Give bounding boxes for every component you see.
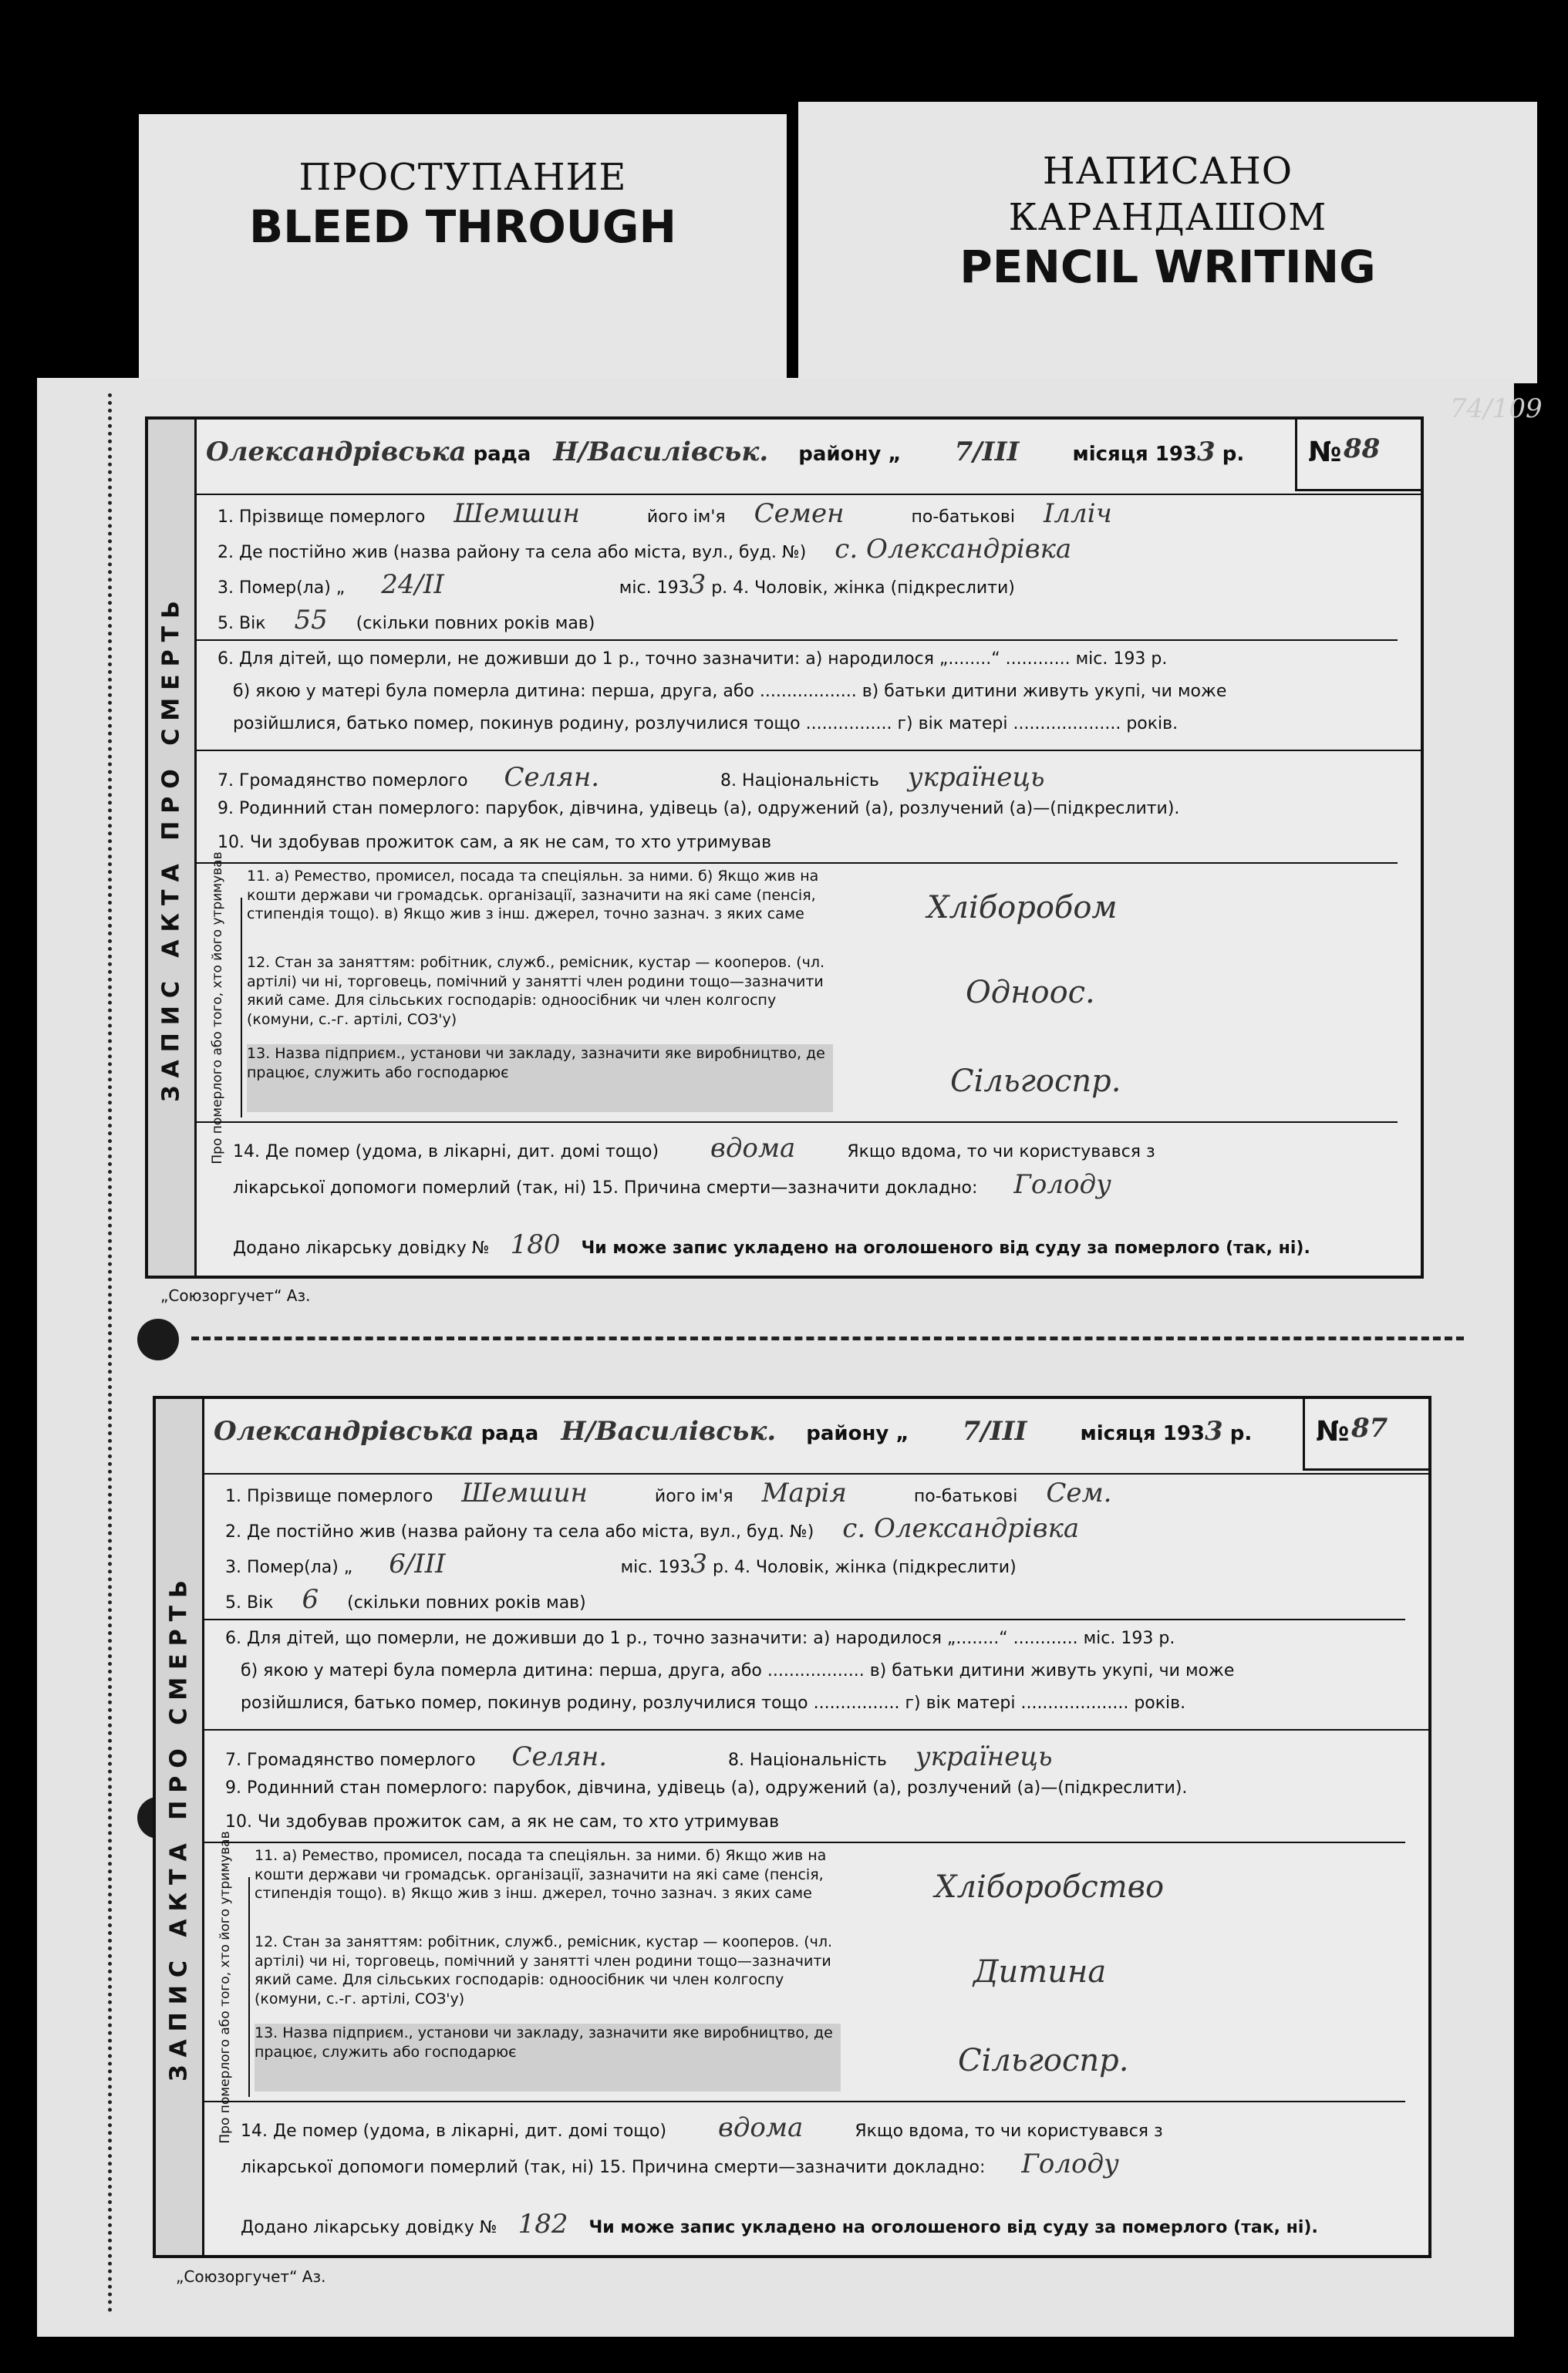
record-year: 3 bbox=[1197, 437, 1216, 467]
row-place-of-death bbox=[241, 2112, 1163, 2143]
divider bbox=[202, 1729, 1428, 1731]
age-label: 5. Вік bbox=[217, 614, 266, 633]
citizenship-label: 7. Громадянство померлого bbox=[225, 1751, 476, 1770]
bleed-through-ru: ПРОСТУПАНИЕ bbox=[298, 156, 627, 199]
age-value: 55 bbox=[294, 605, 328, 635]
field-11-occupation: 11. а) Ремество, промисел, посада та спеціяльн. за ними. б) Якщо жив на кошти держави чи громадськ. організації, зазначити на які саме (пенсія, стипендія тощо). в) Якщо жив з інш. джерел, точно зазнач. з яких саме bbox=[255, 1847, 827, 1903]
record-year: 3 bbox=[1205, 1416, 1223, 1447]
month-label: місяця 193 bbox=[1072, 443, 1198, 466]
row-death-date bbox=[225, 1549, 1017, 1579]
field-11-value: Хліборобство bbox=[935, 1869, 1165, 1905]
rada-label: рада bbox=[481, 1422, 539, 1445]
patronymic-value: Ілліч bbox=[1043, 498, 1112, 529]
patronymic-value: Сем. bbox=[1046, 1478, 1112, 1508]
residence-label: 2. Де постійно жив (назва району та села або міста, вул., буд. №) bbox=[225, 1522, 814, 1542]
nationality-label: 8. Національність bbox=[720, 771, 879, 790]
place-of-death-value: вдома bbox=[710, 1133, 796, 1164]
raion-label: району „ bbox=[806, 1422, 909, 1445]
row-citizenship bbox=[225, 1741, 1053, 1772]
row-infant-c: розійшлися, батько помер, покинув родину, розлучилися тощо ................ г) вік матері .................... років. bbox=[241, 1694, 1186, 1713]
year-suffix: р. bbox=[1229, 1422, 1253, 1445]
patronymic-label: по-батькові bbox=[913, 1487, 1018, 1506]
row-infant-a: 6. Для дітей, що померли, не доживши до 1 р., точно зазначити: а) народилося „........“ ............ міс. 193 р. bbox=[217, 649, 1168, 669]
surname-label: 1. Прізвище померлого bbox=[225, 1487, 433, 1506]
side-title bbox=[156, 1399, 204, 2255]
death-month-label: міс. 193 bbox=[619, 578, 690, 598]
row-residence bbox=[217, 534, 1071, 565]
side-subtitle bbox=[202, 1830, 250, 2144]
divider bbox=[202, 2101, 1405, 2102]
place-of-death-value: вдома bbox=[718, 2112, 804, 2143]
raion-label: району „ bbox=[798, 443, 902, 466]
header-line bbox=[214, 1416, 1252, 1447]
record-number-extra: 74/109 bbox=[1450, 393, 1543, 424]
field-12-status: 12. Стан за заняттям: робітник, служб., ремісник, кустар — кооперов. (чл. артілі) чи ні, торговець, помічний у занятті член родини тощо—зазначити який саме. Для сільських господарів: одноосібник чи член колгоспу (комуни, с.-г. артілі, СОЗ'у) bbox=[247, 954, 825, 1029]
pencil-writing-notice bbox=[798, 102, 1537, 383]
row-infant-b: б) якою у матері була померла дитина: перша, друга, або .................. в) батьки дитини живуть укупі, чи може bbox=[233, 682, 1227, 701]
punch-hole bbox=[137, 1319, 179, 1360]
district-name: Н/Василівськ. bbox=[553, 437, 769, 467]
field-12-value: Дитина bbox=[973, 1954, 1107, 1990]
record-number-label: № bbox=[1316, 1416, 1350, 1448]
field-11-occupation: 11. а) Ремество, промисел, посада та спеціяльн. за ними. б) Якщо жив на кошти держави чи громадськ. організації, зазначити на які саме (пенсія, стипендія тощо). в) Якщо жив з інш. джерел, точно зазнач. з яких саме bbox=[247, 868, 819, 923]
divider bbox=[194, 750, 1421, 751]
death-month-label: міс. 193 bbox=[620, 1558, 691, 1577]
divider bbox=[194, 494, 1421, 495]
divider bbox=[202, 1842, 1405, 1843]
row-marital: 9. Родинний стан померлого: парубок, дівчина, удівець (а), одружений (а), розлучений (а)—(підкреслити). bbox=[217, 799, 1180, 818]
row-marital: 9. Родинний стан померлого: парубок, дівчина, удівець (а), одружений (а), розлучений (а)—(підкреслити). bbox=[225, 1778, 1188, 1798]
row-surname bbox=[217, 498, 1112, 529]
residence-label: 2. Де постійно жив (назва району та села або міста, вул., буд. №) bbox=[217, 543, 807, 562]
row-place-of-death bbox=[233, 1133, 1155, 1164]
divider bbox=[194, 639, 1398, 641]
place-of-death-label: 14. Де помер (удома, в лікарні, дит. домі тощо) bbox=[233, 1142, 659, 1161]
row-age bbox=[217, 605, 595, 635]
row-certificate bbox=[241, 2209, 1318, 2240]
imprint-1: „Союзоргучет“ Аз. bbox=[160, 1286, 311, 1305]
record-date: 7/III bbox=[954, 437, 1020, 467]
row-age bbox=[225, 1584, 586, 1615]
row-support: 10. Чи здобував прожиток сам, а як не сам, то хто утримував bbox=[225, 1812, 780, 1832]
death-date-label: 3. Помер(ла) „ bbox=[217, 578, 346, 598]
patronymic-label: по-батькові bbox=[911, 507, 1015, 527]
month-label: місяця 193 bbox=[1080, 1422, 1206, 1445]
field-12-value: Одноос. bbox=[966, 975, 1095, 1010]
bleed-through-en: BLEED THROUGH bbox=[248, 201, 677, 253]
record-number-box bbox=[1303, 1399, 1428, 1471]
row-death-date bbox=[217, 569, 1015, 600]
row-certificate bbox=[233, 1229, 1310, 1260]
perforation-horizontal bbox=[191, 1336, 1464, 1340]
surname-value: Шемшин bbox=[454, 498, 580, 529]
home-help-label: Якщо вдома, то чи користувався з bbox=[847, 1142, 1155, 1161]
home-help-label: Якщо вдома, то чи користувався з bbox=[855, 2122, 1163, 2141]
age-value: 6 bbox=[302, 1584, 319, 1615]
death-record-form-2 bbox=[153, 1396, 1431, 2258]
side-subtitle-text: Про померлого або того, хто його утримував bbox=[209, 851, 225, 1165]
divider bbox=[202, 1619, 1405, 1620]
court-note: Чи може запис укладено на оголошеного від суду за померлого (так, ні). bbox=[581, 1239, 1310, 1258]
row-cause bbox=[233, 1169, 1111, 1200]
header-line bbox=[206, 437, 1244, 467]
certificate-number: 180 bbox=[510, 1229, 561, 1260]
sex-label: р. 4. Чоловік, жінка (підкреслити) bbox=[711, 578, 1015, 598]
divider bbox=[194, 1121, 1398, 1123]
given-name-value: Семен bbox=[754, 498, 845, 529]
row-residence bbox=[225, 1513, 1079, 1544]
record-number-label: № bbox=[1308, 437, 1342, 468]
row-infant-a: 6. Для дітей, що померли, не доживши до 1 р., точно зазначити: а) народилося „........“ ............ міс. 193 р. bbox=[225, 1629, 1175, 1648]
council-name: Олександрівська bbox=[214, 1416, 474, 1447]
pencil-writing-ru1: НАПИСАНО bbox=[1042, 150, 1293, 193]
cause-value: Голоду bbox=[1021, 2149, 1119, 2179]
side-subtitle bbox=[194, 851, 242, 1165]
citizenship-value: Селян. bbox=[511, 1741, 608, 1772]
side-title-text: ЗАПИС АКТА ПРО СМЕРТЬ bbox=[165, 1572, 193, 2081]
document-sheet bbox=[37, 378, 1514, 2337]
divider bbox=[194, 862, 1398, 864]
divider bbox=[202, 1473, 1428, 1475]
given-name-label: його ім'я bbox=[654, 1487, 733, 1506]
bleed-through-notice bbox=[139, 114, 787, 380]
row-citizenship bbox=[217, 762, 1045, 793]
perforation-vertical bbox=[108, 393, 112, 2314]
certificate-label: Додано лікарську довідку № bbox=[233, 1239, 490, 1258]
field-13-value: Сільгоспр. bbox=[958, 2043, 1129, 2078]
rada-label: рада bbox=[473, 443, 531, 466]
age-note: (скільки повних років мав) bbox=[356, 614, 595, 633]
side-title-text: ЗАПИС АКТА ПРО СМЕРТЬ bbox=[157, 593, 185, 1102]
place-of-death-label: 14. Де помер (удома, в лікарні, дит. домі тощо) bbox=[241, 2122, 667, 2141]
death-year-value: 3 bbox=[690, 1549, 708, 1579]
death-date-value: 24/II bbox=[381, 569, 444, 600]
residence-value: с. Олександрівка bbox=[842, 1513, 1080, 1544]
death-date-label: 3. Помер(ла) „ bbox=[225, 1558, 353, 1577]
record-date: 7/III bbox=[962, 1416, 1027, 1447]
cause-label: лікарської допомоги померлий (так, ні) 15. Причина смерти—зазначити докладно: bbox=[233, 1178, 978, 1198]
pencil-writing-ru2: КАРАНДАШОМ bbox=[1008, 196, 1327, 239]
row-infant-b: б) якою у матері була померла дитина: перша, друга, або .................. в) батьки дитини живуть укупі, чи може bbox=[241, 1661, 1235, 1680]
field-13-workplace: 13. Назва підприєм., установи чи закладу, зазначити яке виробництво, де працює, служить або господарює bbox=[247, 1044, 833, 1112]
death-year-value: 3 bbox=[689, 569, 706, 600]
given-name-value: Марія bbox=[761, 1478, 847, 1508]
field-13-value: Сільгоспр. bbox=[950, 1063, 1121, 1099]
row-support: 10. Чи здобував прожиток сам, а як не сам, то хто утримував bbox=[217, 833, 772, 852]
citizenship-label: 7. Громадянство померлого bbox=[217, 771, 468, 790]
certificate-number: 182 bbox=[518, 2209, 568, 2240]
death-date-value: 6/III bbox=[389, 1549, 446, 1579]
death-record-form-1 bbox=[145, 416, 1424, 1279]
age-label: 5. Вік bbox=[225, 1593, 274, 1613]
citizenship-value: Селян. bbox=[504, 762, 600, 793]
row-infant-c: розійшлися, батько помер, покинув родину, розлучилися тощо ................ г) вік матері .................... років. bbox=[233, 714, 1179, 733]
record-number-box bbox=[1295, 420, 1421, 491]
row-surname bbox=[225, 1478, 1112, 1508]
record-number-value: 87 bbox=[1351, 1413, 1388, 1444]
side-subtitle-text: Про померлого або того, хто його утримував bbox=[217, 1830, 233, 2144]
nationality-value: українець bbox=[907, 762, 1045, 793]
age-note: (скільки повних років мав) bbox=[347, 1593, 586, 1613]
sex-label: р. 4. Чоловік, жінка (підкреслити) bbox=[713, 1558, 1017, 1577]
council-name: Олександрівська bbox=[206, 437, 467, 467]
surname-value: Шемшин bbox=[461, 1478, 588, 1508]
field-11-value: Хліборобом bbox=[927, 890, 1118, 925]
pencil-writing-en: PENCIL WRITING bbox=[959, 241, 1376, 293]
surname-label: 1. Прізвище померлого bbox=[217, 507, 426, 527]
nationality-label: 8. Національність bbox=[728, 1751, 887, 1770]
side-title bbox=[148, 420, 197, 1276]
residence-value: с. Олександрівка bbox=[835, 534, 1072, 565]
cause-value: Голоду bbox=[1013, 1169, 1111, 1200]
record-number-value: 88 bbox=[1344, 433, 1381, 464]
given-name-label: його ім'я bbox=[646, 507, 726, 527]
year-suffix: р. bbox=[1222, 443, 1245, 466]
imprint-2: „Союзоргучет“ Аз. bbox=[176, 2267, 326, 2286]
cause-label: лікарської допомоги померлий (так, ні) 15. Причина смерти—зазначити докладно: bbox=[241, 2158, 986, 2177]
field-13-workplace: 13. Назва підприєм., установи чи закладу, зазначити яке виробництво, де працює, служить або господарює bbox=[255, 2024, 841, 2092]
court-note: Чи може запис укладено на оголошеного від суду за померлого (так, ні). bbox=[588, 2218, 1318, 2237]
field-12-status: 12. Стан за заняттям: робітник, служб., ремісник, кустар — кооперов. (чл. артілі) чи ні, торговець, помічний у занятті член родини тощо—зазначити який саме. Для сільських господарів: одноосібник чи член колгоспу (комуни, с.-г. артілі, СОЗ'у) bbox=[255, 1933, 833, 2008]
nationality-value: українець bbox=[915, 1741, 1053, 1772]
district-name: Н/Василівськ. bbox=[561, 1416, 777, 1447]
row-cause bbox=[241, 2149, 1119, 2179]
certificate-label: Додано лікарську довідку № bbox=[241, 2218, 497, 2237]
